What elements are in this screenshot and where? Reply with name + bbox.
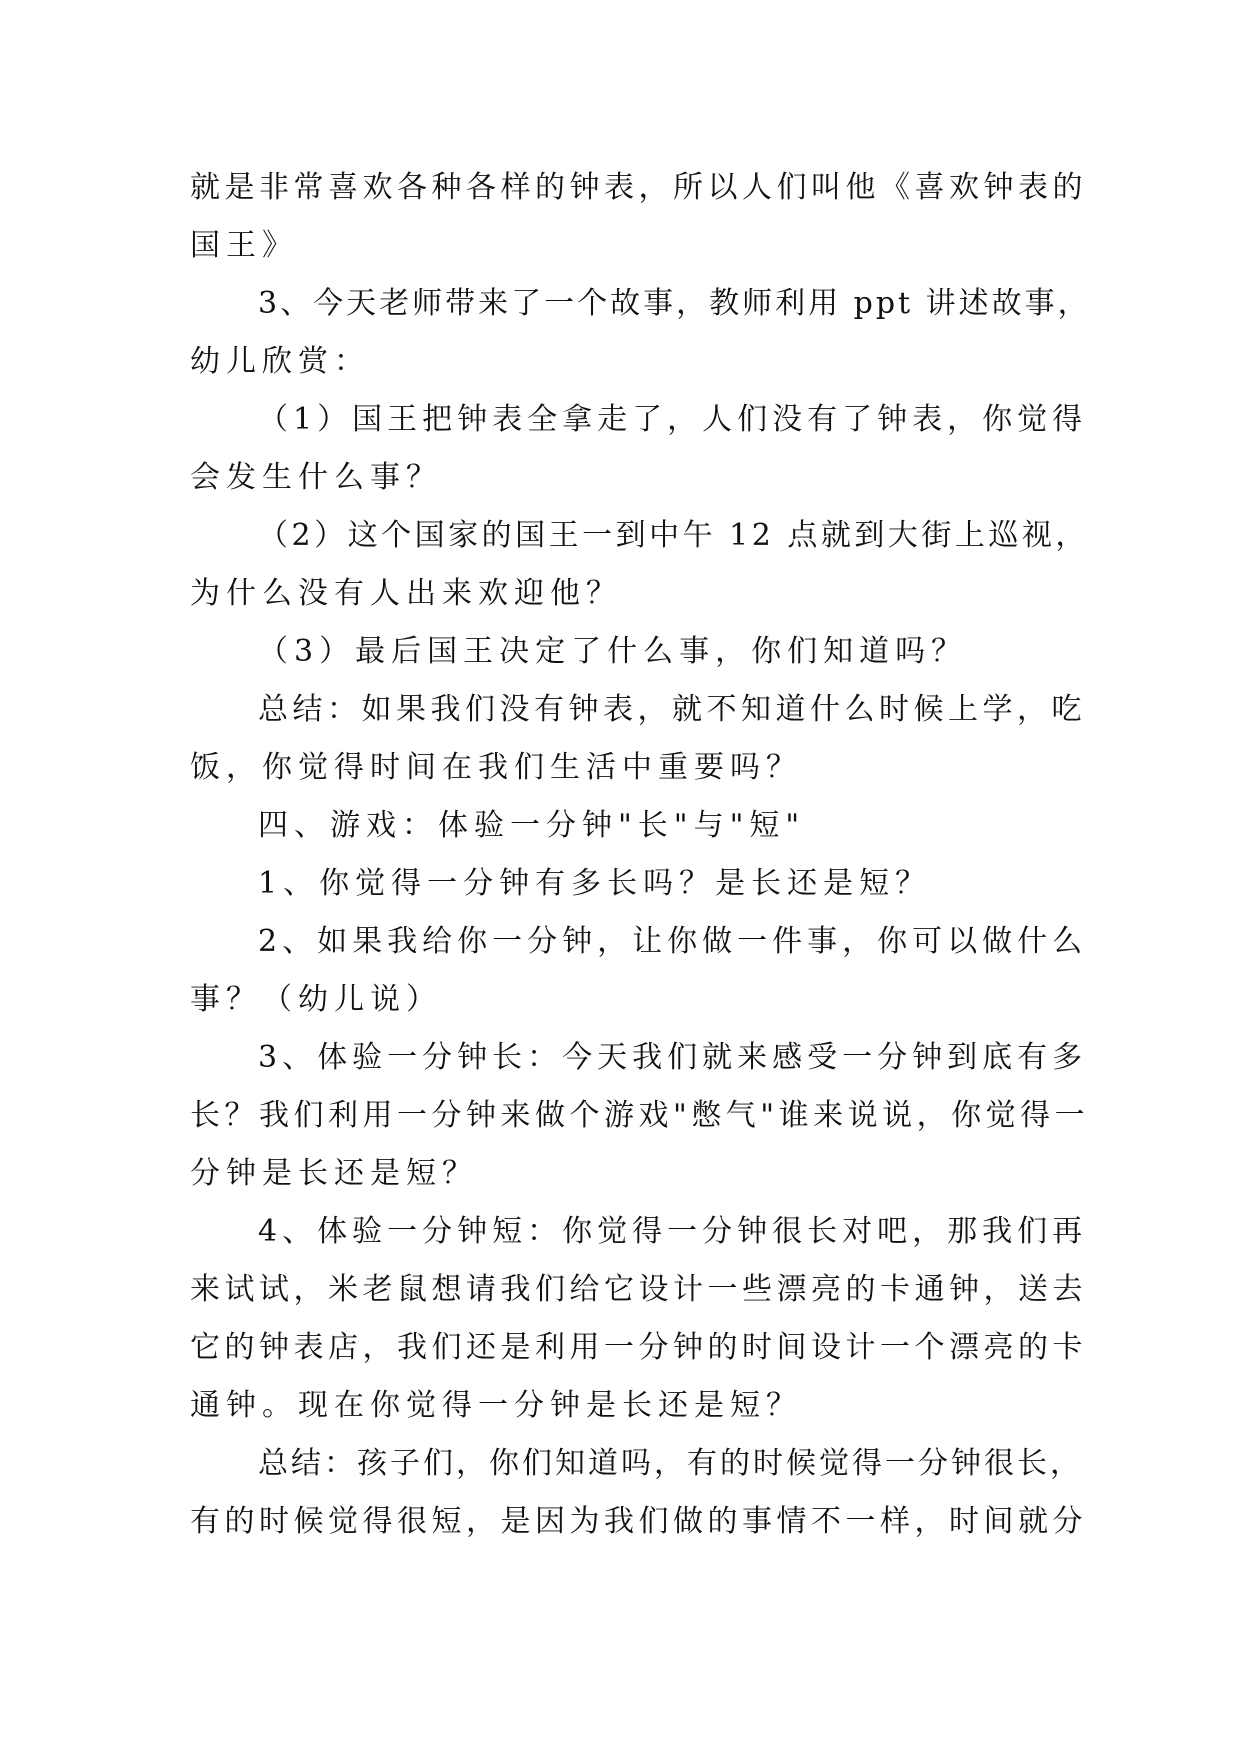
text-line: 3、体验一分钟长：今天我们就来感受一分钟到底有多 xyxy=(258,1040,1088,1075)
text-line: 长？我们利用一分钟来做个游戏"憋气"谁来说说，你觉得一 xyxy=(190,1098,1090,1133)
text-line: 总结：孩子们，你们知道吗，有的时候觉得一分钟很长， xyxy=(258,1446,1083,1481)
text-line: 总结：如果我们没有钟表，就不知道什么时候上学，吃 xyxy=(258,692,1086,727)
text-line: （1）国王把钟表全拿走了，人们没有了钟表，你觉得 xyxy=(258,402,1088,437)
text-line: 饭，你觉得时间在我们生活中重要吗？ xyxy=(190,750,802,785)
text-line: 事？（幼儿说） xyxy=(190,982,442,1017)
text-line: 分钟是长还是短？ xyxy=(190,1156,478,1191)
text-line: 4、体验一分钟短：你觉得一分钟很长对吧，那我们再 xyxy=(258,1214,1088,1249)
text-line: （2）这个国家的国王一到中午 12 点就到大街上巡视， xyxy=(258,518,1089,553)
text-line: 就是非常喜欢各种各样的钟表，所以人们叫他《喜欢钟表的 xyxy=(190,170,1087,205)
text-line: 1、你觉得一分钟有多长吗？是长还是短？ xyxy=(258,866,932,901)
text-line: 会发生什么事？ xyxy=(190,460,442,495)
text-line: 通钟。现在你觉得一分钟是长还是短？ xyxy=(190,1388,802,1423)
text-line: 为什么没有人出来欢迎他？ xyxy=(190,576,622,611)
text-line: 幼儿欣赏： xyxy=(190,344,370,379)
text-line: 来试试，米老鼠想请我们给它设计一些漂亮的卡通钟，送去 xyxy=(190,1272,1087,1307)
text-line: （3）最后国王决定了什么事，你们知道吗？ xyxy=(258,634,968,669)
text-line: 国王》 xyxy=(190,228,298,263)
section-heading: 四、游戏：体验一分钟"长"与"短" xyxy=(258,808,806,843)
text-line: 3、今天老师带来了一个故事，教师利用 ppt 讲述故事， xyxy=(258,286,1091,321)
text-line: 有的时候觉得很短，是因为我们做的事情不一样，时间就分 xyxy=(190,1504,1087,1539)
text-line: 2、如果我给你一分钟，让你做一件事，你可以做什么 xyxy=(258,924,1088,959)
text-line: 它的钟表店，我们还是利用一分钟的时间设计一个漂亮的卡 xyxy=(190,1330,1087,1365)
